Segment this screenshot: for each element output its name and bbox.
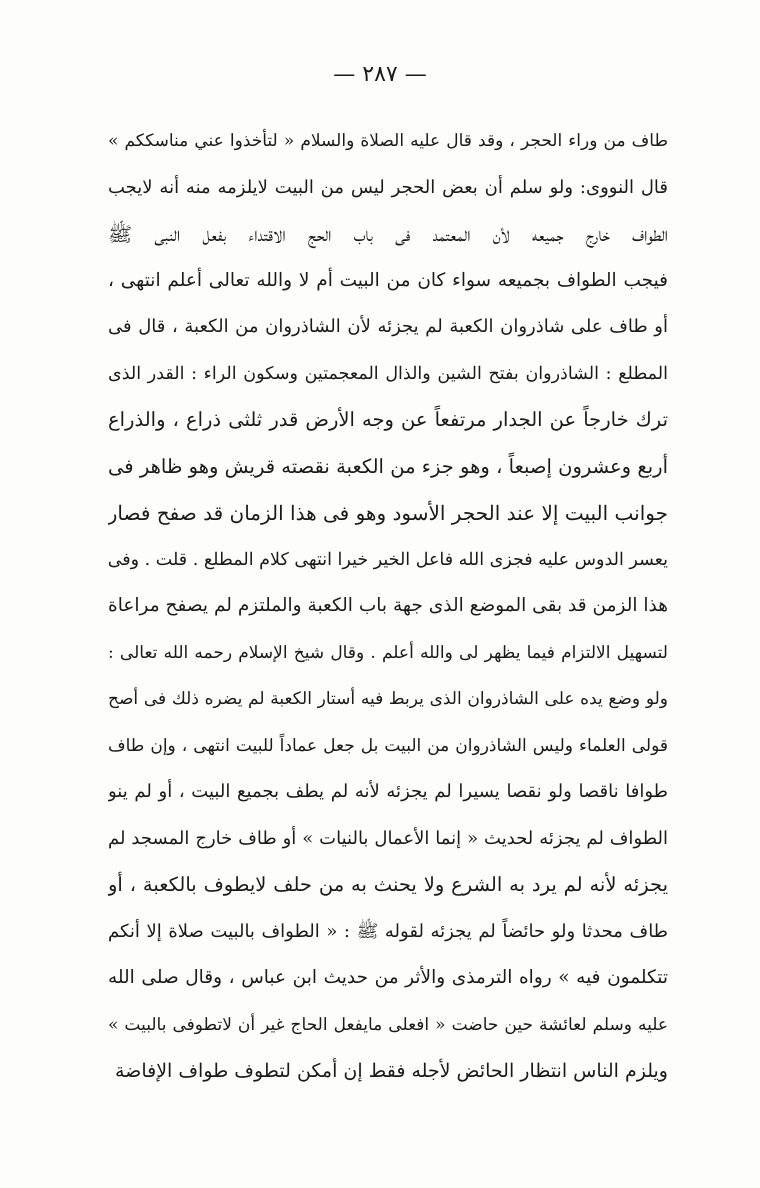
- text-line: هذا الزمن قد بقى الموضع الذى جهة باب الكعبة والملتزم لم يصفح مراعاة: [108, 595, 668, 616]
- text-line: فيجب الطواف بجميعه سواء كان من البيت أم لا والله تعالى أعلم انتهى ،: [108, 269, 668, 291]
- text-line: طوافا ناقصا ولو نقصا يسيرا لم يجزئه لأنه لم يطف بجميع البيت ، أو لم ينو: [108, 781, 668, 802]
- text-line: طاف محدثا ولو حائضاً لم يجزئه لقوله ﷺ : « الطواف بالبيت صلاة إلا أنكم: [108, 920, 668, 942]
- text-line: يعسر الدوس عليه فجزى الله فاعل الخير خيرا انتهى كلام المطلع . قلت . وفى: [108, 549, 668, 570]
- text-line: قولى العلماء وليس الشاذروان من البيت بل جعل عماداً للبيت انتهى ، وإن طاف: [108, 735, 668, 756]
- text-line: طاف من وراء الحجر ، وقد قال عليه الصلاة والسلام « لتأخذوا عني مناسككم »: [108, 131, 668, 151]
- text-line: تتكلمون فيه » رواه الترمذى والأثر من حديث ابن عباس ، وقال صلى الله: [108, 967, 668, 988]
- page-number: — ٢٨٧ —: [333, 62, 427, 87]
- body-text: [108, 118, 668, 1095]
- text-line: قال النووى: ولو سلم أن بعض الحجر ليس من البيت لايلزمه منه أنه لايجب: [108, 176, 668, 198]
- text-line: جوانب البيت إلا عند الحجر الأسود وهو فى هذا الزمان قد صفح فصار: [108, 501, 668, 525]
- text-line: المطلع : الشاذروان بفتح الشين والذال المعجمتين وسكون الراء : القدر الذى: [108, 363, 668, 384]
- text-line: عليه وسلم لعائشة حين حاضت « افعلى مايفعل الحاج غير أن لاتطوفى بالبيت »: [108, 1014, 668, 1035]
- text-line: أو طاف على شاذروان الكعبة لم يجزئه لأن الشاذروان من الكعبة ، قال فى: [108, 316, 668, 337]
- text-line: أربع وعشرون إصبعاً ، وهو جزء من الكعبة نقصته قريش وهو ظاهر فى: [108, 454, 668, 478]
- text-line: ولو وضع يده على الشاذروان الذى يربط فيه أستار الكعبة لم يضره ذلك فى أصح: [108, 689, 668, 709]
- text-line: الطواف لم يجزئه لحديث « إنما الأعمال بالنيات » أو طاف خارج المسجد لم: [108, 827, 668, 849]
- text-line: ترك خارجاً عن الجدار مرتفعاً عن وجه الأرض قدر ثلثى ذراع ، والذراع: [108, 408, 668, 431]
- text-line: ويلزم الناس انتظار الحائض لأجله فقط إن أمكن لتطوف طواف الإفاضة: [115, 1060, 668, 1082]
- text-line: لتسهيل الالتزام فيما يظهر لى والله أعلم . وقال شيخ الإسلام رحمه الله تعالى :: [108, 642, 668, 663]
- text-line: يجزئه لأنه لم يرد به الشرع ولا يحنث به من حلف لايطوف بالكعبة ، أو: [108, 873, 668, 896]
- text-line: الطواف خارج جميعه لأن المعتمد فى باب الحج الاقتداء بفعل النبى ﷺ: [108, 222, 668, 246]
